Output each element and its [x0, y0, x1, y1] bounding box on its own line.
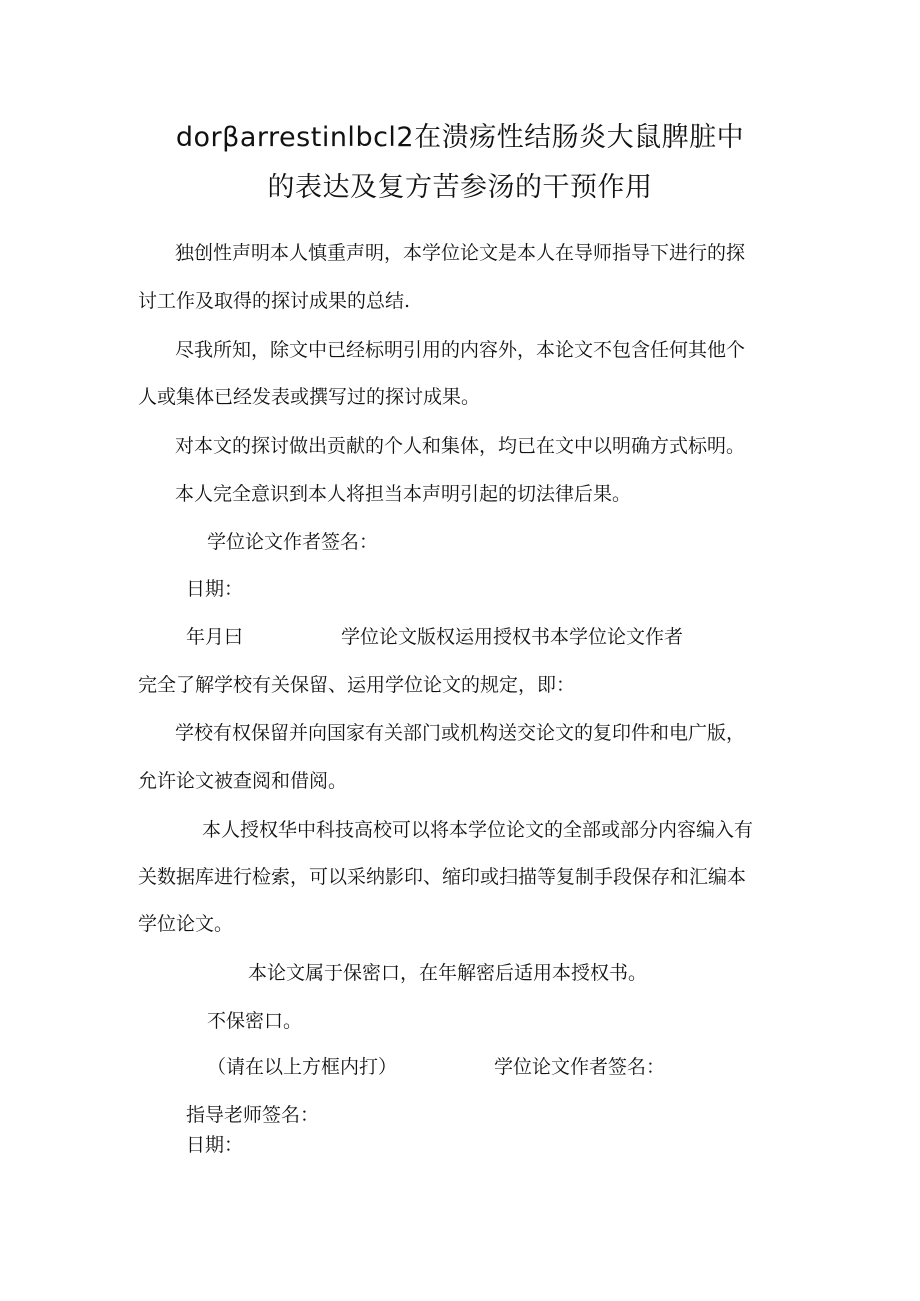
- supervisor-signature-label: 指导老师签名：: [186, 1104, 320, 1126]
- authorization-heading: 学位论文版权运用授权书本学位论文作者: [341, 626, 684, 648]
- authorization-line-4: 本人授权华中科技高校可以将本学位论文的全部或部分内容编入有: [202, 819, 754, 841]
- declaration-line-2: 讨工作及取得的探讨成果的总结.: [138, 290, 411, 312]
- authorization-line-3: 允许论文被查阅和借阅。: [138, 770, 348, 792]
- declaration-line-3: 尽我所知，除文中已经标明引用的内容外，本论文不包含任何其他个: [175, 339, 746, 361]
- declaration-line-6: 本人完全意识到本人将担当本声明引起的切法律后果。: [175, 483, 632, 505]
- authorization-line-5: 关数据库进行检索，可以采纳影印、缩印或扫描等复制手段保存和汇编本: [138, 866, 747, 888]
- authorization-line-1: 完全了解学校有关保留、运用学位论文的规定，即：: [138, 674, 576, 696]
- authorization-line-8: 不保密口。: [207, 1010, 303, 1032]
- box-hint: （请在以上方框内打）: [207, 1056, 398, 1078]
- ymd-label: 年月曰: [186, 626, 244, 648]
- authorization-line-2: 学校有权保留并向国家有关部门或机构送交论文的复印件和电广版，: [175, 722, 746, 744]
- author-signature-label: 学位论文作者签名：: [207, 531, 379, 553]
- authorization-line-7: 本论文属于保密口，在年解密后适用本授权书。: [248, 962, 648, 984]
- authorization-line-6: 学位论文。: [138, 913, 234, 935]
- date-label-2: 日期：: [186, 1134, 244, 1156]
- declaration-line-1: 独创性声明本人慎重声明，本学位论文是本人在导师指导下进行的探: [175, 242, 746, 264]
- title-line-2: 的表达及复方苦参汤的干预作用: [267, 172, 653, 203]
- author-signature-label-2: 学位论文作者签名：: [494, 1056, 666, 1078]
- title-line-1: dorβarrestinlbcl2在溃疡性结肠炎大鼠脾脏中: [175, 122, 745, 153]
- declaration-line-5: 对本文的探讨做出贡献的个人和集体，均已在文中以明确方式标明。: [175, 435, 746, 457]
- declaration-line-4: 人或集体已经发表或撰写过的探讨成果。: [138, 386, 481, 408]
- date-label-1: 日期：: [186, 578, 244, 600]
